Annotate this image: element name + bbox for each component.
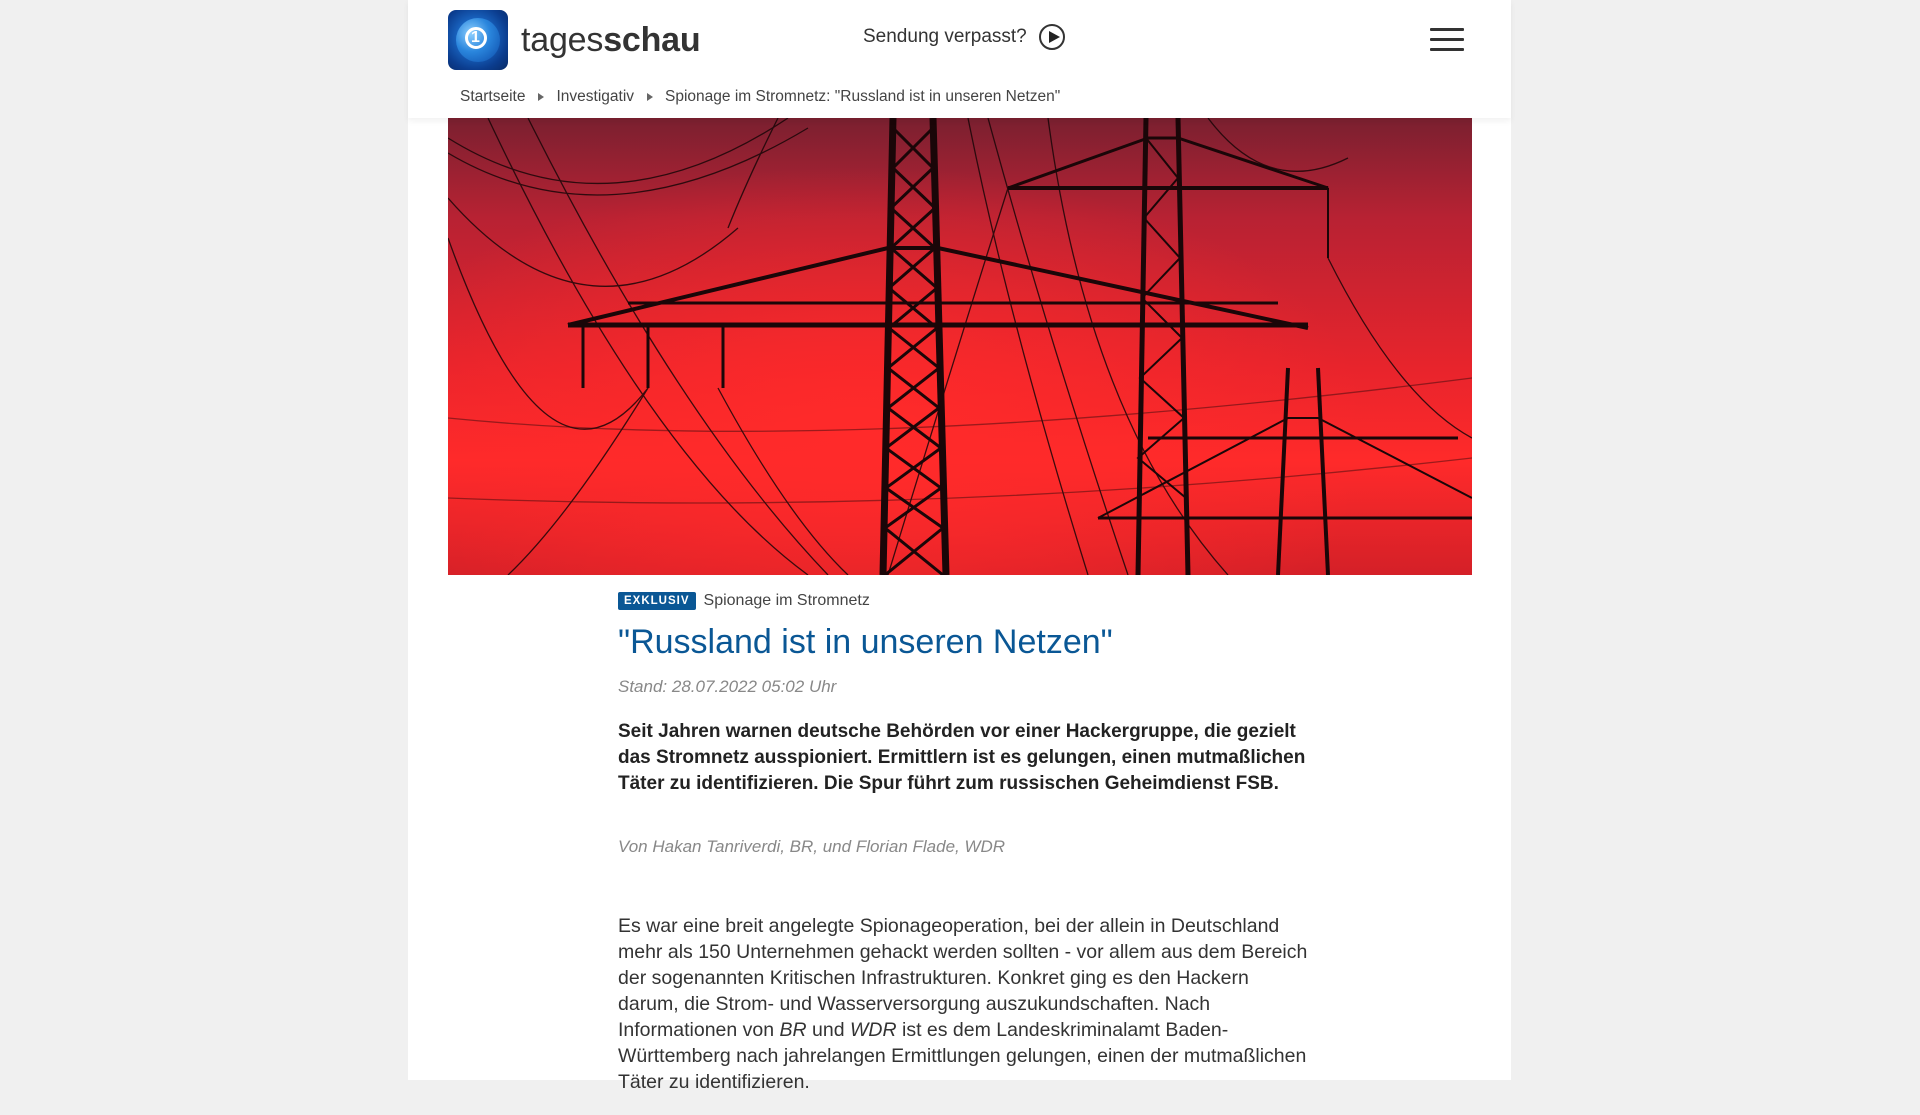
tagesschau-logo[interactable] [448,10,700,70]
breadcrumb [460,88,1060,106]
article-headline: "Russland ist in unseren Netzen" [618,623,1113,661]
sendung-verpasst-label: Sendung verpasst? [863,26,1027,47]
body-text: und [806,1019,850,1041]
article-kicker [618,590,1308,612]
hero-image [448,118,1472,575]
site-header [408,0,1511,118]
power-pylons-illustration [448,118,1472,575]
body-text: ist es dem Landeskriminalamt Baden-Württemberg nach jahrelangen Ermittlungen gelungen, einen der mutmaßlichen Täter zu identifizieren. [618,1019,1307,1093]
logo-wordmark: tagesschau [521,20,701,59]
sendung-verpasst-link[interactable] [863,24,1065,50]
body-text: Es war eine breit angelegte Spionageoperation, bei der allein in Deutschland mehr als 150 Unternehmen gehackt werden sollten - vor allem aus dem Bereich der sogenannten Kritischen Infrastrukturen. Konkret ging es den Hackern darum, die Strom- und Wasserversorgung auszukundschaften. Nach Informationen von [618,915,1308,1041]
play-icon [1039,24,1065,50]
article-topline: Spionage im Stromnetz [703,592,870,609]
article [618,590,1308,1115]
breadcrumb-investigativ[interactable]: Investigativ [556,88,635,105]
page-container [408,0,1511,1093]
ard-globe-logo-icon: 1 [448,10,508,70]
exklusiv-badge: EXKLUSIV [618,592,696,610]
body-emphasis-br: BR [779,1019,807,1041]
body-emphasis-wdr: WDR [849,1019,897,1041]
breadcrumb-arrow-icon [538,93,544,101]
article-timestamp: Stand: 28.07.2022 05:02 Uhr [618,677,837,696]
breadcrumb-arrow-icon [647,93,653,101]
article-body-paragraph [618,913,1308,1095]
article-author: Von Hakan Tanriverdi, BR, und Florian Flade, WDR [618,837,1006,856]
article-lead: Seit Jahren warnen deutsche Behörden vor einer Hackergruppe, die gezielt das Stromnetz ausspioniert. Ermittlern ist es gelungen, einen mutmaßlichen Täter zu identifizieren. Die Spur führt zum russischen Geheimdienst FSB. [618,721,1306,794]
hamburger-menu-icon[interactable] [1430,28,1464,52]
breadcrumb-current: Spionage im Stromnetz: "Russland ist in unseren Netzen" [665,88,1061,105]
breadcrumb-startseite[interactable]: Startseite [460,88,526,105]
